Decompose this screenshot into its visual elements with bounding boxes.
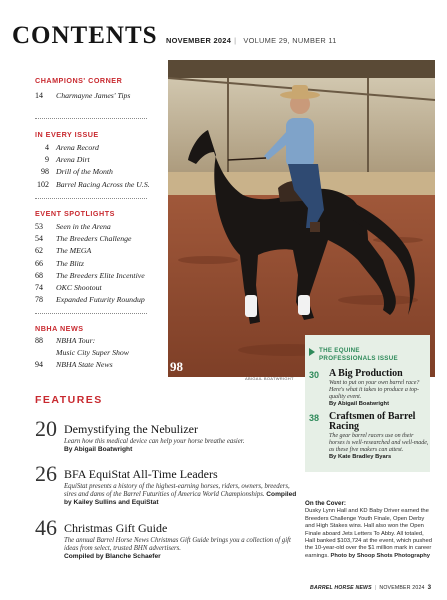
toc-entry[interactable]: 98 Drill of the Month [41,167,113,177]
feature-byline: Compiled by Blanche Schaefer [64,553,161,560]
ep-byline: By Kate Bradley Byars [329,453,392,460]
feature-page-number: 26 [35,461,57,486]
ep-page-number: 30 [309,370,320,380]
section-divider [35,313,147,314]
issue-date: NOVEMBER 2024 [166,36,232,45]
ep-entry[interactable] [309,370,429,410]
magazine-name: BARREL HORSE NEWS [310,585,372,591]
event-spotlights-list [35,220,145,306]
photo-credit: ABIGAIL BOATWRIGHT [245,376,294,381]
features-heading: FEATURES [35,394,103,406]
feature-entry[interactable] [35,517,295,567]
volume-label: VOLUME 29, NUMBER 11 [243,36,337,45]
feature-description: EquiStat presents a history of the highest-earning horses, riders, owners, breeders, sires and dams of the Barrel Futurities of America World Championships. Compiled by Kailey Sullins and EquiStat [64,483,297,506]
arena-roof [168,60,435,78]
toc-entry[interactable]: 74 OKC Shootout [35,283,102,293]
on-the-cover [305,500,433,560]
toc-entry[interactable]: 9 Arena Dirt [45,154,90,164]
feature-entry[interactable] [35,463,295,513]
in-every-issue-list [35,141,150,190]
feature-page-number: 46 [35,515,57,540]
section-divider [35,198,147,199]
feature-page-number: 20 [35,416,57,441]
nbha-news-heading: NBHA NEWS [35,324,84,333]
event-spotlights-heading: EVENT SPOTLIGHTS [35,209,115,218]
ep-page-number: 38 [309,413,320,423]
page-header [12,22,437,52]
feature-byline: Compiled by Kailey Sullins and EquiStat [64,491,297,506]
feature-title: BFA EquiStat All-Time Leaders [64,467,218,481]
cover-heading: On the Cover: [305,500,346,507]
toc-entry[interactable]: 66 The Blitz [35,258,84,268]
page-number: 3 [427,584,432,591]
equine-professionals-heading: THE EQUINE PROFESSIONALS ISSUE [319,347,398,362]
ep-description: Want to put on your own barrel race? Here's what it takes to produce a top-quality event. By Abigail Boatwright [329,380,420,407]
footer-date: NOVEMBER 2024 [379,585,425,591]
cover-text: Dusky Lynn Hall and KD Baby Driver earned the Breeders Challenge Youth Finale, Open Derby and High Stakes wins. Hall also won the Open Finale aboard Jets Letters To Abby. All totaled, Hall banked $103,724 at the event, which pushed the 10-year-old over the $1 million mark in career earnings. [305,508,432,559]
ep-byline: By Abigail Boatwright [329,400,390,407]
feature-title: Demystifying the Nebulizer [64,422,198,436]
ep-title: Craftsmen of Barrel Racing [329,411,416,432]
cover-photo-credit: Photo by Shoop Shots Photography [330,552,430,559]
toc-entry[interactable]: 62 The MEGA [35,246,92,256]
feature-byline: By Abigail Boatwright [64,446,133,453]
champions-corner-list [35,89,130,101]
feature-description: Learn how this medical device can help your horse breathe easier. By Abigail Boatwright [64,438,245,453]
champions-corner-heading: CHAMPIONS' CORNER [35,76,123,85]
toc-entry[interactable]: Music City Super Show [56,347,129,357]
toc-entry[interactable]: 54 The Breeders Challenge [35,233,132,243]
toc-entry[interactable]: 14 Charmayne James' Tips [35,90,131,100]
separator: | [234,36,237,45]
photo-page-badge[interactable]: 98 [170,359,183,374]
feature-entry[interactable] [35,418,295,456]
toc-entry[interactable]: 78 Expanded Futurity Roundup [35,295,145,305]
feature-title: Christmas Gift Guide [64,521,168,535]
in-every-issue-heading: IN EVERY ISSUE [35,130,99,139]
toc-entry[interactable]: 102 Barrel Racing Across the U.S. [37,179,150,189]
page-title: CONTENTS [12,22,158,49]
toc-entry[interactable]: 4 Arena Record [45,142,99,152]
cover-photo [168,60,435,377]
toc-entry[interactable]: 94 NBHA State News [35,360,113,370]
section-divider [35,118,147,119]
page-footer: BARREL HORSE NEWS | NOVEMBER 2024 3 [310,584,432,591]
ep-description: The gear barrel racers use on their horses is well-researched and well-made, as these five makers can attest. By Kate Bradley Byars [329,433,429,460]
toc-entry[interactable]: 53 Seen in the Arena [35,221,111,231]
nbha-news-list [35,334,129,371]
feature-description: The annual Barrel Horse News Christmas Gift Guide brings you a collection of gift ideas from select, trusted BHN advertisers. Compiled by Blanche Schaefer [64,537,291,560]
issue-info [166,36,337,45]
ep-entry[interactable] [309,413,429,469]
arrow-right-icon [309,348,315,356]
horse-rider-illustration [168,60,435,377]
toc-entry[interactable]: 88 NBHA Tour: [35,335,96,345]
ep-title: A Big Production [329,368,403,379]
toc-entry[interactable]: 68 The Breeders Elite Incentive [35,270,145,280]
equine-professionals-panel [305,335,430,472]
